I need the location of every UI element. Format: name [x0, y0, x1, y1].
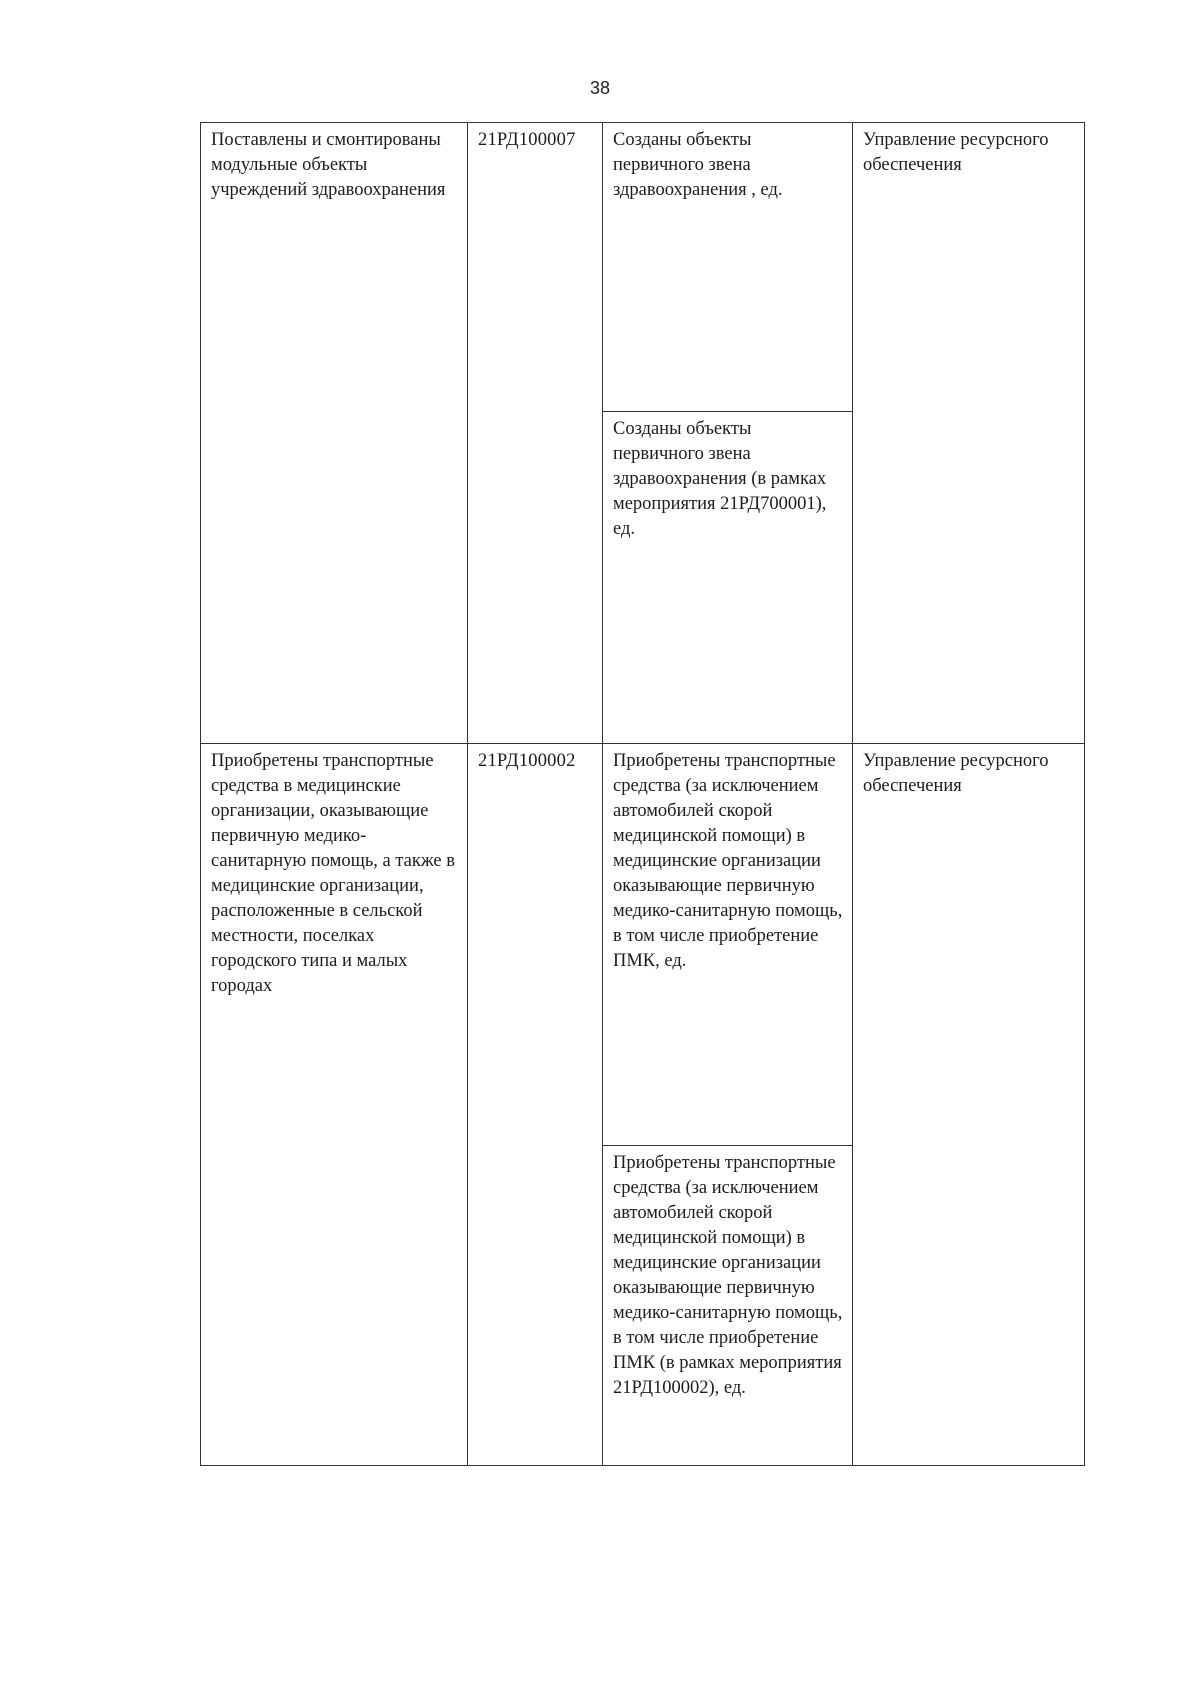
- measures-table: [200, 122, 1085, 1466]
- responsible-unit: Управление ресурсного обеспечения: [853, 744, 1085, 1466]
- measure-description: Приобретены транспортные средства в медицинские организации, оказывающие первичную медико-санитарную помощь, а также в медицинские организации, расположенные в сельской местности, поселках городского типа и малых городах: [201, 744, 468, 1466]
- table-row: [201, 744, 1085, 1146]
- page-number: 38: [589, 78, 611, 98]
- table-row: [201, 123, 1085, 412]
- measure-code: 21РД100002: [468, 744, 603, 1466]
- indicator-cell: Созданы объекты первичного звена здравоохранения (в рамках мероприятия 21РД700001), ед.: [603, 412, 853, 744]
- measure-code: 21РД100007: [468, 123, 603, 744]
- indicator-cell: Созданы объекты первичного звена здравоохранения , ед.: [603, 123, 853, 412]
- indicator-cell: Приобретены транспортные средства (за исключением автомобилей скорой медицинской помощи) в медицинские организации оказывающие первичную медико-санитарную помощь, в том числе приобретение ПМК, ед.: [603, 744, 853, 1146]
- responsible-unit: Управление ресурсного обеспечения: [853, 123, 1085, 744]
- measure-description: Поставлены и смонтированы модульные объекты учреждений здравоохранения: [201, 123, 468, 744]
- indicator-cell: Приобретены транспортные средства (за исключением автомобилей скорой медицинской помощи) в медицинские организации оказывающие первичную медико-санитарную помощь, в том числе приобретение ПМК (в рамках мероприятия 21РД100002), ед.: [603, 1146, 853, 1466]
